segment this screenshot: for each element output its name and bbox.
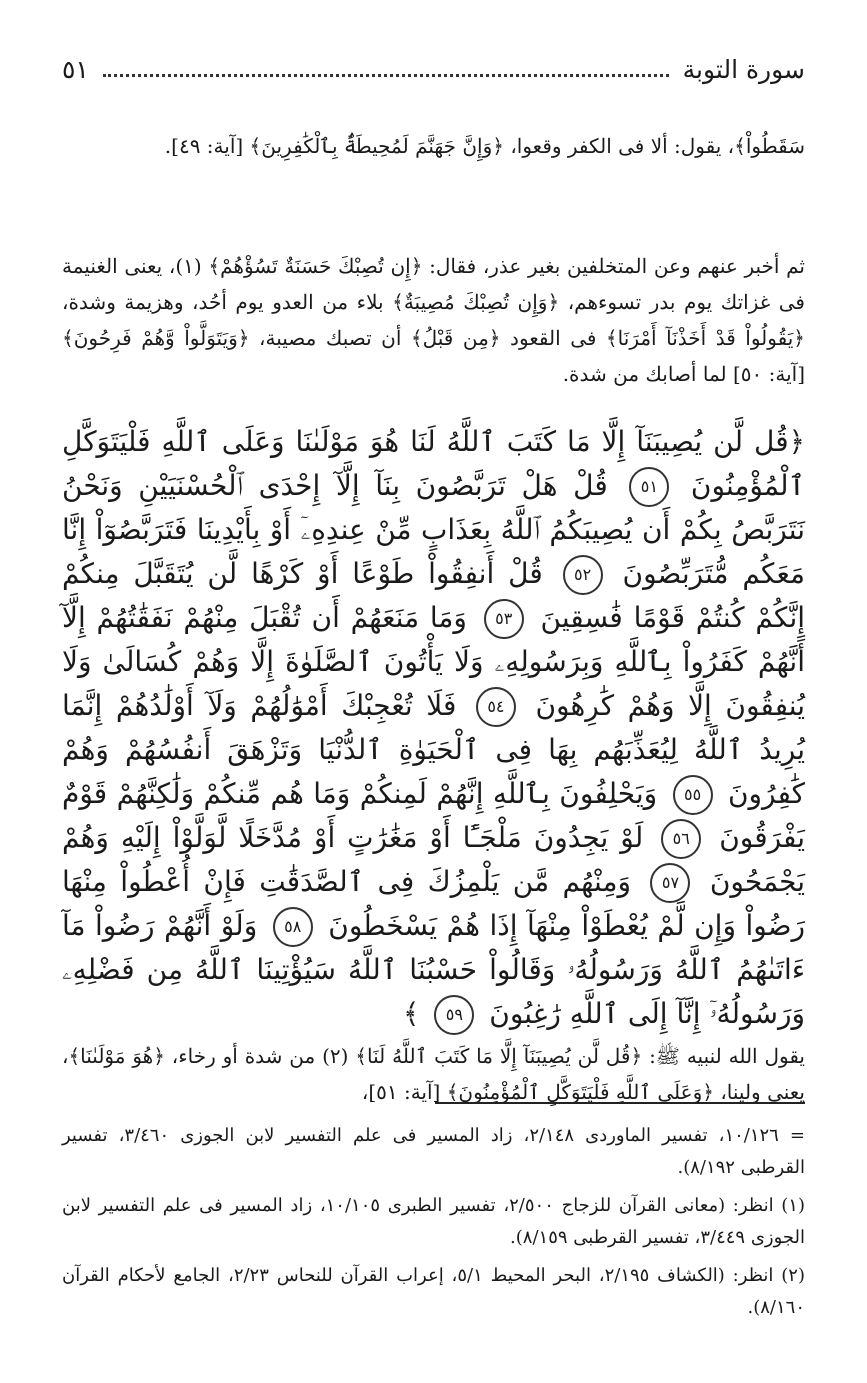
quran-verses-block bbox=[62, 420, 805, 1036]
footnote-1: (١) انظر: (معانى القرآن للزجاج ٢/٥٠٠، تفسير الطبرى ١٠/١٠٥، زاد المسير فى علم التفسير لابن الجوزى ٣/٤٤٩، تفسير القرطبى ٨/١٥٩). bbox=[62, 1195, 805, 1248]
footnote-continuation: = ١٠/١٢٦، تفسير الماوردى ٢/١٤٨، زاد المسير فى علم التفسير لابن الجوزى ٣/٤٦٠، تفسير القرطبى ٨/١٩٢). bbox=[62, 1125, 805, 1178]
ayah-number-marker: ٥٩ bbox=[434, 995, 474, 1035]
commentary-paragraph-2: ثم أخبر عنهم وعن المتخلفين بغير عذر، فقال: ﴿إِن تُصِبْكَ حَسَنَةٌ تَسُؤْهُمْ﴾ (١)، يعنى الغنيمة فى غزاتك يوم بدر تسوءهم، ﴿وَإِن تُصِبْكَ مُصِيبَةٌ﴾ بلاء من العدو يوم أحُد، وهزيمة وشدة، ﴿يَقُولُواْ قَدْ أَخَذْنَآ أَمْرَنَا﴾ فى القعود ﴿مِن قَبْلُ﴾ أن تصبك مصيبة، ﴿وَيَتَوَلَّواْ وَّهُمْ فَرِحُونَ﴾ [آية: ٥٠] لما أصابك من شدة. bbox=[62, 254, 806, 386]
verse-text: وَيَحْلِفُونَ بِٱللَّهِ إِنَّهُمْ لَمِنكُمْ وَمَا هُم مِّنكُمْ وَلَٰكِنَّهُمْ قَوْمٌ يَفْرَقُونَ bbox=[62, 777, 806, 854]
verse-text: وَمِنْهُم مَّن يَلْمِزُكَ فِى ٱلصَّدَقَٰتِ فَإِنْ أُعْطُواْ مِنْهَا رَضُواْ وَإِن لَّمْ يُعْطَوْاْ مِنْهَآ إِذَا هُمْ يَسْخَطُونَ bbox=[62, 865, 806, 942]
closing-bracket: ﴾ bbox=[403, 997, 420, 1030]
page-number: ٥١ bbox=[62, 54, 89, 84]
verse-text: وَلَوْ أَنَّهُمْ رَضُواْ مَآ ءَاتَىٰهُمُ ٱللَّهُ وَرَسُولُهُۥ وَقَالُواْ حَسْبُنَا ٱللَّهُ سَيُؤْتِينَا ٱللَّهُ مِن فَضْلِهِۦ وَرَسُولُهُۥٓ إِنَّآ إِلَى ٱللَّهِ رَٰغِبُونَ bbox=[62, 909, 805, 1030]
footnotes bbox=[62, 1120, 805, 1330]
ayah-number-marker: ٥٦ bbox=[661, 819, 701, 859]
page-header bbox=[62, 52, 805, 86]
ayah-number-marker: ٥٥ bbox=[673, 775, 713, 815]
verse-text: ﴿قُل لَّن يُصِيبَنَآ إِلَّا مَا كَتَبَ ٱللَّهُ لَنَا هُوَ مَوْلَىٰنَا وَعَلَى ٱللَّهِ فَلْيَتَوَكَّلِ ٱلْمُؤْمِنُونَ bbox=[62, 425, 805, 502]
footnote-separator bbox=[435, 1102, 805, 1104]
ayah-number-marker: ٥٢ bbox=[563, 555, 603, 595]
commentary-paragraph-1: سَقَطُواْ﴾، يقول: ألا فى الكفر وقعوا، ﴿وَإِنَّ جَهَنَّمَ لَمُحِيطَةٌۢ بِٱلْكَٰفِرِينَ﴾ [آية: ٤٩]. bbox=[164, 134, 805, 158]
ayah-number-marker: ٥٧ bbox=[650, 863, 690, 903]
ayah-number-marker: ٥١ bbox=[629, 467, 669, 507]
ayah-number-marker: ٥٨ bbox=[273, 907, 313, 947]
verse-text: قُلْ هَلْ تَرَبَّصُونَ بِنَآ إِلَّآ إِحْدَى ٱلْحُسْنَيَيْنِ وَنَحْنُ نَتَرَبَّصُ بِكُمْ أَن يُصِيبَكُمُ ٱللَّهُ بِعَذَابٍ مِّنْ عِندِهِۦٓ أَوْ بِأَيْدِينَا فَتَرَبَّصُوٓاْ إِنَّا مَعَكُم مُّتَرَبِّصُونَ bbox=[62, 469, 805, 590]
ayah-number-marker: ٥٤ bbox=[476, 687, 516, 727]
verse-text: قُلْ أَنفِقُواْ طَوْعًا أَوْ كَرْهًا لَّن يُتَقَبَّلَ مِنكُمْ إِنَّكُمْ كُنتُمْ قَوْمًا فَٰسِقِينَ bbox=[62, 557, 806, 634]
ayah-number-marker: ٥٣ bbox=[484, 599, 524, 639]
header-dot-leader bbox=[103, 62, 669, 77]
verse-text: وَمَا مَنَعَهُمْ أَن تُقْبَلَ مِنْهُمْ نَفَقَٰتُهُمْ إِلَّآ أَنَّهُمْ كَفَرُواْ بِٱللَّهِ وَبِرَسُولِهِۦ وَلَا يَأْتُونَ ٱلصَّلَوٰةَ إِلَّا وَهُمْ كُسَالَىٰ وَلَا يُنفِقُونَ إِلَّا وَهُمْ كَٰرِهُونَ bbox=[62, 601, 805, 722]
verse-text: لَوْ يَجِدُونَ مَلْجَـًٔا أَوْ مَغَٰرَٰتٍ أَوْ مُدَّخَلًا لَّوَلَّوْاْ إِلَيْهِ وَهُمْ يَجْمَحُونَ bbox=[62, 821, 805, 898]
surah-title: سورة التوبة bbox=[682, 54, 805, 84]
footnote-2: (٢) انظر: (الكشاف ٢/١٩٥، البحر المحيط ٥/١، إعراب القرآن للنحاس ٢/٢٣، الجامع لأحكام القرآن ٨/١٦٠). bbox=[62, 1265, 805, 1318]
commentary-paragraph-3: يقول الله لنبيه ﷺ: ﴿قُل لَّن يُصِيبَنَآ إِلَّا مَا كَتَبَ ٱللَّهُ لَنَا﴾ (٢) من شدة أو رخاء، ﴿هُوَ مَوْلَىٰنَا﴾، يعنى ولينا، ﴿وَعَلَى ٱللَّهِ فَلْيَتَوَكَّلِ ٱلْمُؤْمِنُونَ﴾ [آية: ٥١]، bbox=[62, 1044, 805, 1104]
verse-text: فَلَا تُعْجِبْكَ أَمْوَٰلُهُمْ وَلَآ أَوْلَٰدُهُمْ إِنَّمَا يُرِيدُ ٱللَّهُ لِيُعَذِّبَهُم بِهَا فِى ٱلْحَيَوٰةِ ٱلدُّنْيَا وَتَزْهَقَ أَنفُسُهُمْ وَهُمْ كَٰفِرُونَ bbox=[62, 689, 805, 810]
